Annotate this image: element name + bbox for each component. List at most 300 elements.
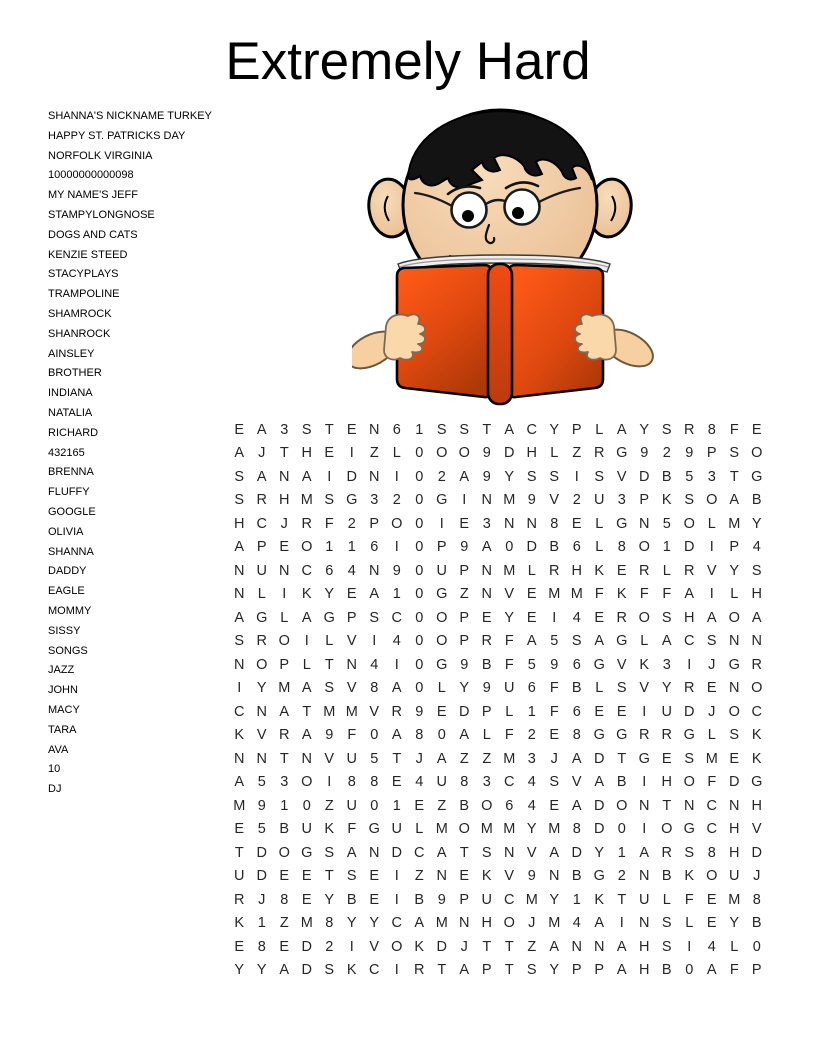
grid-cell-r13-c1: C: [234, 703, 245, 720]
grid-cell-r9-c17: E: [594, 609, 605, 626]
grid-cell-r3-c4: A: [301, 468, 312, 485]
grid-cell-r24-c18: A: [616, 962, 627, 979]
grid-cell-r23-c17: N: [594, 938, 605, 955]
grid-cell-r6-c16: 6: [572, 539, 581, 556]
grid-cell-r13-c2: N: [256, 703, 267, 720]
grid-cell-r22-c1: K: [234, 915, 245, 932]
grid-cell-r10-c22: S: [706, 633, 717, 650]
grid-cell-r5-c9: 0: [415, 515, 424, 532]
grid-cell-r9-c11: P: [459, 609, 470, 626]
grid-cell-r22-c11: N: [459, 915, 470, 932]
grid-cell-r17-c22: C: [706, 797, 717, 814]
grid-cell-r9-c24: A: [751, 609, 762, 626]
grid-cell-r7-c24: S: [751, 562, 762, 579]
grid-cell-r3-c20: B: [661, 468, 672, 485]
grid-cell-r19-c16: D: [571, 844, 582, 861]
word-list-item: GOOGLE: [48, 505, 96, 518]
grid-cell-r4-c4: M: [300, 492, 313, 509]
grid-cell-r19-c10: A: [436, 844, 447, 861]
word-list-item: AINSLEY: [48, 347, 95, 360]
grid-cell-r19-c12: S: [481, 844, 492, 861]
grid-cell-r5-c23: M: [728, 515, 741, 532]
grid-cell-r18-c17: D: [594, 821, 605, 838]
grid-cell-r1-c9: 1: [415, 421, 424, 438]
grid-cell-r6-c17: L: [595, 539, 604, 556]
grid-cell-r4-c1: S: [234, 492, 245, 509]
grid-cell-r10-c12: R: [481, 633, 492, 650]
grid-cell-r21-c14: M: [525, 891, 538, 908]
grid-cell-r21-c16: 1: [572, 891, 581, 908]
grid-cell-r8-c23: L: [730, 586, 739, 603]
grid-cell-r15-c7: 5: [370, 750, 379, 767]
grid-cell-r11-c6: N: [346, 656, 357, 673]
grid-cell-r18-c2: 5: [257, 821, 266, 838]
grid-cell-r12-c6: V: [346, 680, 357, 697]
grid-cell-r16-c12: 3: [482, 774, 491, 791]
grid-cell-r13-c9: 9: [415, 703, 424, 720]
grid-cell-r4-c24: B: [751, 492, 762, 509]
grid-cell-r3-c8: I: [394, 468, 399, 485]
grid-cell-r13-c7: V: [369, 703, 380, 720]
grid-cell-r19-c20: R: [661, 844, 672, 861]
grid-cell-r9-c8: C: [391, 609, 402, 626]
grid-cell-r22-c7: Y: [369, 915, 380, 932]
grid-cell-r18-c7: G: [368, 821, 380, 838]
grid-cell-r5-c6: 2: [347, 515, 356, 532]
grid-cell-r21-c10: 9: [437, 891, 446, 908]
grid-cell-r22-c13: O: [503, 915, 515, 932]
grid-cell-r20-c12: K: [481, 868, 492, 885]
grid-cell-r13-c24: C: [751, 703, 762, 720]
grid-cell-r23-c10: D: [436, 938, 447, 955]
grid-cell-r5-c7: P: [369, 515, 380, 532]
grid-cell-r3-c9: 0: [415, 468, 424, 485]
grid-cell-r23-c21: I: [687, 938, 692, 955]
grid-cell-r9-c9: 0: [415, 609, 424, 626]
word-list-item: MACY: [48, 703, 80, 716]
grid-cell-r12-c16: B: [571, 680, 582, 697]
grid-cell-r13-c10: E: [436, 703, 447, 720]
grid-cell-r2-c12: 9: [482, 445, 491, 462]
grid-cell-r11-c18: V: [616, 656, 627, 673]
grid-cell-r17-c15: E: [549, 797, 560, 814]
grid-cell-r2-c7: Z: [369, 445, 379, 462]
grid-cell-r24-c19: H: [639, 962, 650, 979]
word-list-item: STAMPYLONGNOSE: [48, 208, 155, 221]
grid-cell-r6-c18: 8: [617, 539, 626, 556]
right-pupil: [512, 207, 524, 219]
grid-cell-r3-c23: T: [729, 468, 739, 485]
grid-cell-r6-c22: I: [709, 539, 714, 556]
grid-cell-r5-c2: C: [256, 515, 267, 532]
grid-cell-r19-c15: A: [549, 844, 560, 861]
grid-cell-r8-c17: F: [594, 586, 604, 603]
grid-cell-r15-c5: V: [324, 750, 335, 767]
grid-cell-r18-c3: B: [279, 821, 290, 838]
grid-cell-r12-c12: 9: [482, 680, 491, 697]
grid-cell-r20-c21: K: [684, 868, 695, 885]
grid-cell-r1-c8: 6: [392, 421, 401, 438]
grid-cell-r16-c7: 8: [370, 774, 379, 791]
grid-cell-r5-c10: I: [439, 515, 444, 532]
grid-cell-r19-c23: H: [729, 844, 740, 861]
grid-cell-r14-c5: 9: [325, 727, 334, 744]
word-list-item: BROTHER: [48, 367, 102, 380]
grid-cell-r17-c5: Z: [324, 797, 334, 814]
grid-cell-r3-c3: N: [279, 468, 290, 485]
grid-cell-r15-c23: E: [729, 750, 740, 767]
word-list-item: 432165: [48, 446, 85, 459]
word-list-item: SISSY: [48, 624, 81, 637]
grid-cell-r14-c18: G: [616, 727, 628, 744]
grid-cell-r6-c19: O: [638, 539, 650, 556]
grid-cell-r17-c12: O: [481, 797, 493, 814]
grid-cell-r15-c20: E: [661, 750, 672, 767]
grid-cell-r11-c22: J: [708, 656, 716, 673]
grid-cell-r24-c3: A: [279, 962, 290, 979]
grid-cell-r8-c10: G: [436, 586, 448, 603]
grid-cell-r24-c1: Y: [234, 962, 245, 979]
grid-cell-r9-c18: R: [616, 609, 627, 626]
grid-cell-r1-c19: Y: [639, 421, 650, 438]
grid-cell-r18-c13: M: [503, 821, 516, 838]
grid-cell-r17-c10: Z: [437, 797, 447, 814]
grid-cell-r11-c17: G: [593, 656, 605, 673]
grid-cell-r12-c8: A: [391, 680, 402, 697]
grid-cell-r2-c8: L: [392, 445, 401, 462]
grid-cell-r3-c5: I: [327, 468, 332, 485]
grid-cell-r10-c7: I: [372, 633, 377, 650]
grid-cell-r7-c23: Y: [729, 562, 740, 579]
grid-cell-r9-c16: 4: [572, 609, 581, 626]
grid-cell-r17-c3: 1: [280, 797, 289, 814]
grid-cell-r18-c20: O: [661, 821, 673, 838]
grid-cell-r10-c20: A: [661, 633, 672, 650]
grid-cell-r20-c23: U: [729, 868, 740, 885]
grid-cell-r22-c21: L: [685, 915, 694, 932]
grid-cell-r15-c15: J: [550, 750, 558, 767]
grid-cell-r4-c19: P: [639, 492, 650, 509]
grid-cell-r7-c7: N: [369, 562, 380, 579]
grid-cell-r22-c19: N: [639, 915, 650, 932]
grid-cell-r9-c20: S: [661, 609, 672, 626]
grid-cell-r17-c24: H: [751, 797, 762, 814]
word-list-item: OLIVIA: [48, 525, 84, 538]
grid-cell-r14-c11: A: [459, 727, 470, 744]
grid-cell-r18-c22: C: [706, 821, 717, 838]
grid-cell-r20-c11: E: [459, 868, 470, 885]
grid-cell-r5-c21: O: [683, 515, 695, 532]
grid-cell-r6-c8: I: [394, 539, 399, 556]
grid-cell-r16-c15: S: [549, 774, 560, 791]
grid-cell-r7-c4: C: [301, 562, 312, 579]
grid-cell-r7-c13: M: [503, 562, 516, 579]
grid-cell-r23-c12: T: [482, 938, 492, 955]
grid-cell-r6-c13: 0: [505, 539, 514, 556]
grid-cell-r24-c6: K: [346, 962, 357, 979]
grid-cell-r18-c8: U: [391, 821, 402, 838]
grid-cell-r23-c13: T: [504, 938, 514, 955]
grid-cell-r7-c22: V: [706, 562, 717, 579]
grid-cell-r6-c24: 4: [752, 539, 761, 556]
grid-cell-r22-c22: E: [706, 915, 717, 932]
grid-cell-r14-c9: 8: [415, 727, 424, 744]
grid-cell-r17-c23: N: [729, 797, 740, 814]
grid-cell-r7-c16: H: [571, 562, 582, 579]
grid-cell-r3-c17: S: [594, 468, 605, 485]
word-list-item: 10000000000098: [48, 169, 134, 182]
grid-cell-r11-c11: 9: [460, 656, 469, 673]
grid-cell-r13-c6: M: [345, 703, 358, 720]
page-title: Extremely Hard: [225, 32, 591, 91]
grid-cell-r12-c7: 8: [370, 680, 379, 697]
grid-cell-r14-c19: R: [639, 727, 650, 744]
grid-cell-r1-c20: S: [661, 421, 672, 438]
grid-cell-r19-c22: 8: [707, 844, 716, 861]
word-list-item: TRAMPOLINE: [48, 288, 120, 301]
grid-cell-r18-c12: M: [480, 821, 493, 838]
grid-cell-r1-c15: Y: [549, 421, 560, 438]
grid-cell-r11-c5: T: [324, 656, 334, 673]
grid-cell-r11-c23: G: [728, 656, 740, 673]
grid-cell-r19-c8: D: [391, 844, 402, 861]
grid-cell-r7-c15: R: [549, 562, 560, 579]
grid-cell-r8-c22: I: [709, 586, 714, 603]
grid-cell-r12-c9: 0: [415, 680, 424, 697]
grid-cell-r18-c14: Y: [526, 821, 537, 838]
grid-cell-r15-c9: J: [415, 750, 423, 767]
grid-cell-r3-c13: Y: [504, 468, 515, 485]
word-list-item: SHANNA: [48, 545, 94, 558]
grid-cell-r4-c22: O: [706, 492, 718, 509]
grid-cell-r7-c3: N: [279, 562, 290, 579]
grid-cell-r22-c9: A: [414, 915, 425, 932]
grid-cell-r5-c18: G: [616, 515, 628, 532]
grid-cell-r18-c10: M: [435, 821, 448, 838]
grid-cell-r23-c19: H: [639, 938, 650, 955]
grid-cell-r23-c15: A: [549, 938, 560, 955]
grid-cell-r15-c18: T: [617, 750, 627, 767]
grid-cell-r7-c6: 4: [347, 562, 356, 579]
grid-cell-r23-c20: S: [661, 938, 672, 955]
grid-cell-r2-c10: O: [436, 445, 448, 462]
grid-cell-r10-c11: P: [459, 633, 470, 650]
grid-cell-r12-c23: N: [729, 680, 740, 697]
grid-cell-r6-c12: A: [481, 539, 492, 556]
grid-cell-r17-c2: 9: [257, 797, 266, 814]
grid-cell-r8-c7: A: [369, 586, 380, 603]
grid-cell-r20-c13: V: [504, 868, 515, 885]
grid-cell-r21-c22: E: [706, 891, 717, 908]
grid-cell-r4-c15: V: [549, 492, 560, 509]
grid-cell-r21-c21: F: [684, 891, 694, 908]
grid-cell-r24-c11: A: [459, 962, 470, 979]
grid-cell-r15-c10: A: [436, 750, 447, 767]
grid-cell-r8-c24: H: [751, 586, 762, 603]
grid-cell-r1-c11: S: [459, 421, 470, 438]
grid-cell-r19-c3: O: [278, 844, 290, 861]
grid-cell-r2-c23: S: [729, 445, 740, 462]
grid-cell-r9-c12: E: [481, 609, 492, 626]
grid-cell-r21-c1: R: [234, 891, 245, 908]
grid-cell-r2-c19: 9: [640, 445, 649, 462]
grid-cell-r15-c4: N: [301, 750, 312, 767]
grid-cell-r1-c18: A: [616, 421, 627, 438]
grid-cell-r21-c11: P: [459, 891, 470, 908]
grid-cell-r13-c19: I: [642, 703, 647, 720]
grid-cell-r20-c24: J: [753, 868, 761, 885]
grid-cell-r11-c3: P: [279, 656, 290, 673]
grid-cell-r3-c2: A: [256, 468, 267, 485]
grid-cell-r18-c15: M: [548, 821, 561, 838]
grid-cell-r10-c3: O: [278, 633, 290, 650]
grid-cell-r2-c11: O: [458, 445, 470, 462]
grid-cell-r13-c3: A: [279, 703, 290, 720]
grid-cell-r16-c14: 4: [527, 774, 536, 791]
grid-cell-r5-c1: H: [234, 515, 245, 532]
grid-cell-r6-c5: 1: [325, 539, 334, 556]
grid-cell-r7-c19: R: [639, 562, 650, 579]
grid-cell-r10-c9: 0: [415, 633, 424, 650]
grid-cell-r21-c15: Y: [549, 891, 560, 908]
grid-cell-r16-c6: 8: [347, 774, 356, 791]
grid-cell-r8-c18: K: [616, 586, 627, 603]
grid-cell-r6-c2: P: [256, 539, 267, 556]
grid-cell-r4-c2: R: [256, 492, 267, 509]
grid-cell-r15-c3: T: [279, 750, 289, 767]
grid-cell-r5-c22: L: [707, 515, 716, 532]
grid-cell-r16-c21: O: [683, 774, 695, 791]
grid-cell-r6-c10: P: [436, 539, 447, 556]
grid-cell-r20-c15: N: [549, 868, 560, 885]
grid-cell-r1-c24: E: [751, 421, 762, 438]
grid-cell-r2-c2: J: [258, 445, 266, 462]
grid-cell-r2-c21: 9: [685, 445, 694, 462]
grid-cell-r13-c11: D: [459, 703, 470, 720]
grid-cell-r16-c13: C: [504, 774, 515, 791]
grid-cell-r4-c13: M: [503, 492, 516, 509]
grid-cell-r13-c8: R: [391, 703, 402, 720]
grid-cell-r13-c15: F: [549, 703, 559, 720]
grid-cell-r7-c17: K: [594, 562, 605, 579]
grid-cell-r18-c21: G: [683, 821, 695, 838]
grid-cell-r23-c18: A: [616, 938, 627, 955]
word-list-item: SHANNA'S NICKNAME TURKEY: [48, 110, 212, 122]
grid-cell-r6-c23: P: [729, 539, 740, 556]
grid-cell-r23-c16: N: [571, 938, 582, 955]
grid-cell-r15-c13: M: [503, 750, 516, 767]
grid-cell-r11-c9: 0: [415, 656, 424, 673]
grid-cell-r6-c9: 0: [415, 539, 424, 556]
grid-cell-r8-c21: A: [684, 586, 695, 603]
grid-cell-r2-c16: Z: [572, 445, 582, 462]
grid-cell-r17-c19: N: [639, 797, 650, 814]
grid-cell-r21-c4: E: [301, 891, 312, 908]
grid-cell-r3-c24: G: [751, 468, 763, 485]
grid-cell-r11-c12: B: [481, 656, 492, 673]
grid-cell-r12-c5: S: [324, 680, 335, 697]
grid-cell-r16-c23: D: [729, 774, 740, 791]
left-pupil: [462, 210, 474, 222]
grid-cell-r10-c14: A: [526, 633, 537, 650]
word-list-item: TARA: [48, 723, 77, 736]
grid-cell-r17-c8: 1: [392, 797, 401, 814]
grid-cell-r1-c22: 8: [707, 421, 716, 438]
grid-cell-r21-c17: K: [594, 891, 605, 908]
grid-cell-r20-c20: B: [661, 868, 672, 885]
grid-cell-r23-c1: E: [234, 938, 245, 955]
grid-cell-r12-c3: M: [278, 680, 291, 697]
word-list-item: NORFOLK VIRGINIA: [48, 149, 153, 162]
grid-cell-r18-c11: O: [458, 821, 470, 838]
grid-cell-r10-c10: O: [436, 633, 448, 650]
grid-cell-r12-c4: A: [301, 680, 312, 697]
grid-cell-r1-c23: F: [729, 421, 739, 438]
grid-cell-r3-c15: S: [549, 468, 560, 485]
word-list-item: AVA: [48, 743, 69, 756]
grid-cell-r16-c22: F: [707, 774, 717, 791]
word-list-item: MY NAME'S JEFF: [48, 189, 138, 202]
grid-cell-r20-c1: U: [234, 868, 245, 885]
grid-cell-r5-c11: E: [459, 515, 470, 532]
grid-cell-r24-c5: S: [324, 962, 335, 979]
grid-cell-r19-c19: A: [639, 844, 650, 861]
grid-cell-r20-c9: Z: [414, 868, 424, 885]
grid-cell-r1-c12: T: [482, 421, 492, 438]
grid-cell-r19-c1: T: [234, 844, 244, 861]
grid-cell-r16-c24: G: [751, 774, 763, 791]
grid-cell-r9-c23: O: [728, 609, 740, 626]
grid-cell-r5-c12: 3: [482, 515, 491, 532]
grid-cell-r9-c19: O: [638, 609, 650, 626]
grid-cell-r15-c17: D: [594, 750, 605, 767]
grid-cell-r19-c5: S: [324, 844, 335, 861]
grid-cell-r23-c23: L: [730, 938, 739, 955]
grid-cell-r12-c20: Y: [661, 680, 672, 697]
grid-cell-r2-c5: E: [324, 445, 335, 462]
grid-cell-r14-c3: R: [279, 727, 290, 744]
grid-cell-r24-c21: 0: [685, 962, 694, 979]
grid-cell-r15-c12: Z: [482, 750, 492, 767]
grid-cell-r9-c22: A: [706, 609, 717, 626]
grid-cell-r22-c10: M: [435, 915, 448, 932]
grid-cell-r23-c4: D: [301, 938, 312, 955]
word-list-item: JAZZ: [48, 664, 75, 677]
grid-cell-r22-c17: A: [594, 915, 605, 932]
grid-cell-r11-c16: 6: [572, 656, 581, 673]
grid-cell-r8-c16: M: [570, 586, 583, 603]
grid-cell-r19-c21: S: [684, 844, 695, 861]
grid-cell-r5-c13: N: [504, 515, 515, 532]
grid-cell-r4-c12: N: [481, 492, 492, 509]
grid-cell-r14-c1: K: [234, 727, 245, 744]
grid-cell-r19-c2: D: [256, 844, 267, 861]
grid-cell-r4-c9: 0: [415, 492, 424, 509]
grid-cell-r23-c2: 8: [257, 938, 266, 955]
grid-cell-r16-c1: A: [234, 774, 245, 791]
grid-cell-r24-c8: I: [394, 962, 399, 979]
grid-cell-r10-c6: V: [346, 633, 357, 650]
grid-cell-r1-c3: 3: [280, 421, 289, 438]
grid-cell-r17-c21: N: [684, 797, 695, 814]
grid-cell-r4-c7: 3: [370, 492, 379, 509]
book-spine: [488, 264, 512, 404]
grid-cell-r4-c11: I: [462, 492, 467, 509]
grid-cell-r24-c23: F: [729, 962, 739, 979]
grid-cell-r20-c17: G: [593, 868, 605, 885]
grid-cell-r4-c16: 2: [572, 492, 581, 509]
grid-cell-r16-c2: 5: [257, 774, 266, 791]
